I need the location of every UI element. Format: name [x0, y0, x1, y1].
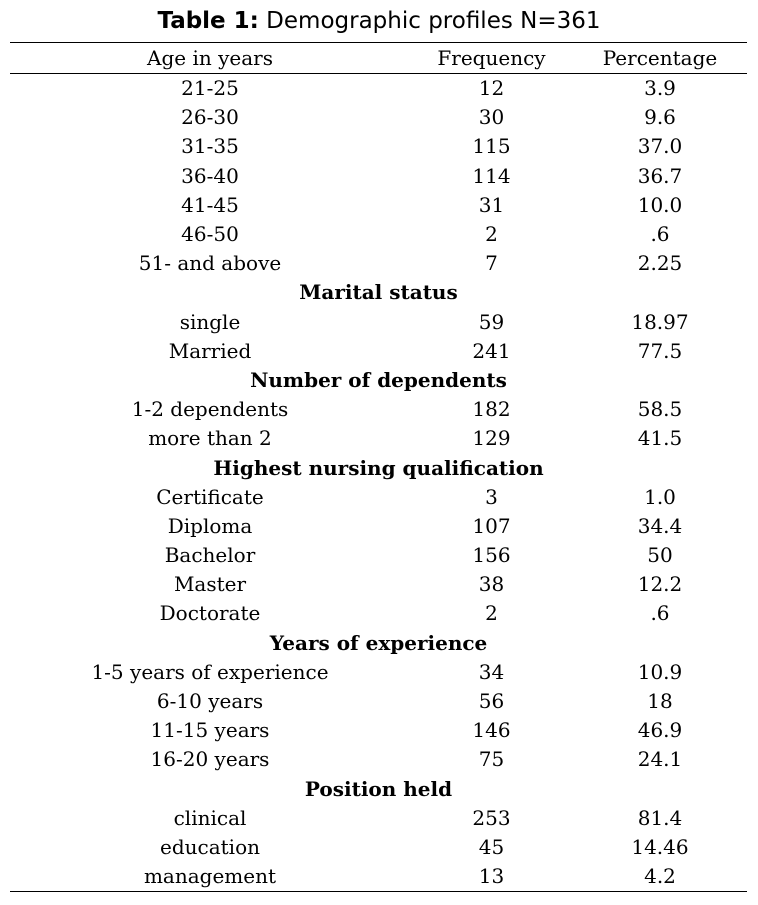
- table-row: [10, 249, 747, 278]
- row-percentage: 10.9: [637, 659, 683, 684]
- section-header: Marital status: [299, 280, 458, 305]
- row-category: 16-20 years: [150, 747, 270, 772]
- table-row: [10, 687, 747, 716]
- section-header-row: [10, 366, 747, 395]
- row-percentage: 10.0: [637, 192, 683, 217]
- row-percentage: 14.46: [631, 834, 689, 859]
- row-frequency: 182: [472, 397, 511, 422]
- table-row: [10, 716, 747, 745]
- table-row: [10, 220, 747, 249]
- row-category: 11-15 years: [150, 718, 270, 743]
- row-category: clinical: [173, 805, 247, 830]
- row-category: 6-10 years: [156, 689, 264, 714]
- demographic-table: [10, 42, 747, 892]
- table-row: [10, 103, 747, 132]
- row-percentage: 41.5: [637, 426, 683, 451]
- row-frequency: 13: [410, 862, 573, 892]
- row-category: Married: [168, 338, 252, 363]
- row-percentage: .6: [650, 601, 670, 626]
- section-header-row: [10, 775, 747, 804]
- table-row: [10, 191, 747, 220]
- row-percentage: 36.7: [637, 163, 683, 188]
- table-row: [10, 599, 747, 628]
- row-category: 31-35: [181, 134, 239, 159]
- row-frequency: 2: [485, 222, 498, 247]
- row-frequency: 156: [472, 543, 511, 568]
- section-header: Highest nursing qualification: [213, 455, 544, 480]
- row-category: 21-25: [181, 76, 239, 101]
- table-row: [10, 395, 747, 424]
- row-percentage: 46.9: [637, 718, 683, 743]
- row-percentage: 1.0: [644, 484, 676, 509]
- row-percentage: 9.6: [644, 105, 676, 130]
- table-row: [10, 162, 747, 191]
- table-row: [10, 833, 747, 862]
- row-frequency: 56: [478, 689, 505, 714]
- row-frequency: 38: [478, 572, 505, 597]
- row-category: 46-50: [181, 222, 239, 247]
- table-row: [10, 74, 747, 104]
- row-percentage: 77.5: [637, 338, 683, 363]
- table-row: [10, 132, 747, 161]
- section-header-row: [10, 453, 747, 482]
- table-caption-text: Demographic profiles N=361: [258, 8, 601, 34]
- header-frequency: Frequency: [410, 43, 573, 74]
- row-percentage: .6: [650, 222, 670, 247]
- row-category: 1-2 dependents: [131, 397, 289, 422]
- row-category: Bachelor: [164, 543, 256, 568]
- section-header-row: [10, 278, 747, 307]
- row-category: 41-45: [181, 192, 239, 217]
- row-percentage: 50: [647, 543, 673, 568]
- row-frequency: 129: [472, 426, 511, 451]
- row-category: education: [160, 834, 260, 859]
- row-frequency: 30: [478, 105, 505, 130]
- table-caption: [0, 6, 758, 36]
- section-header: Years of experience: [269, 630, 488, 655]
- row-percentage: 18: [647, 689, 673, 714]
- table-row: [10, 512, 747, 541]
- row-category: more than 2: [148, 426, 272, 451]
- row-percentage: 2.25: [637, 251, 683, 276]
- section-header: Position held: [304, 776, 453, 801]
- row-percentage: 24.1: [637, 747, 683, 772]
- row-frequency: 45: [478, 834, 505, 859]
- header-row: [10, 43, 747, 74]
- row-percentage: 18.97: [631, 309, 689, 334]
- row-percentage: 37.0: [637, 134, 683, 159]
- row-frequency: 114: [472, 163, 511, 188]
- row-frequency: 7: [485, 251, 498, 276]
- row-frequency: 3: [485, 484, 498, 509]
- table-row: [10, 570, 747, 599]
- row-category: 36-40: [181, 163, 239, 188]
- row-category: Doctorate: [159, 601, 261, 626]
- table-body: [10, 74, 747, 892]
- row-frequency: 146: [472, 718, 511, 743]
- row-category: Certificate: [156, 484, 264, 509]
- row-percentage: 4.2: [573, 862, 747, 892]
- row-category: 1-5 years of experience: [91, 659, 329, 684]
- row-frequency: 59: [478, 309, 505, 334]
- row-percentage: 81.4: [637, 805, 683, 830]
- row-frequency: 34: [478, 659, 505, 684]
- header-age: Age in years: [10, 43, 410, 74]
- row-category: Master: [173, 572, 247, 597]
- section-header: Number of dependents: [250, 367, 507, 392]
- row-frequency: 241: [472, 338, 511, 363]
- table-row: [10, 337, 747, 366]
- row-category: 26-30: [181, 105, 239, 130]
- table-row: [10, 745, 747, 774]
- row-category: single: [179, 309, 241, 334]
- row-frequency: 31: [478, 192, 505, 217]
- row-category: Diploma: [167, 513, 253, 538]
- table-row: [10, 658, 747, 687]
- table-row: [10, 862, 747, 892]
- table-row: [10, 804, 747, 833]
- row-category: management: [10, 862, 410, 892]
- row-frequency: 115: [472, 134, 511, 159]
- section-header-row: [10, 629, 747, 658]
- row-percentage: 34.4: [637, 513, 683, 538]
- table-row: [10, 483, 747, 512]
- row-frequency: 107: [472, 513, 511, 538]
- row-frequency: 12: [478, 76, 505, 101]
- row-frequency: 75: [478, 747, 505, 772]
- table-caption-label: Table 1:: [157, 8, 259, 34]
- row-frequency: 253: [472, 805, 511, 830]
- table-row: [10, 308, 747, 337]
- table-row: [10, 541, 747, 570]
- row-category: 51- and above: [138, 251, 282, 276]
- row-percentage: 12.2: [637, 572, 683, 597]
- table-header: [10, 43, 747, 74]
- row-frequency: 2: [485, 601, 498, 626]
- header-percentage: Percentage: [573, 43, 747, 74]
- row-percentage: 3.9: [644, 76, 676, 101]
- row-percentage: 58.5: [637, 397, 683, 422]
- table-row: [10, 424, 747, 453]
